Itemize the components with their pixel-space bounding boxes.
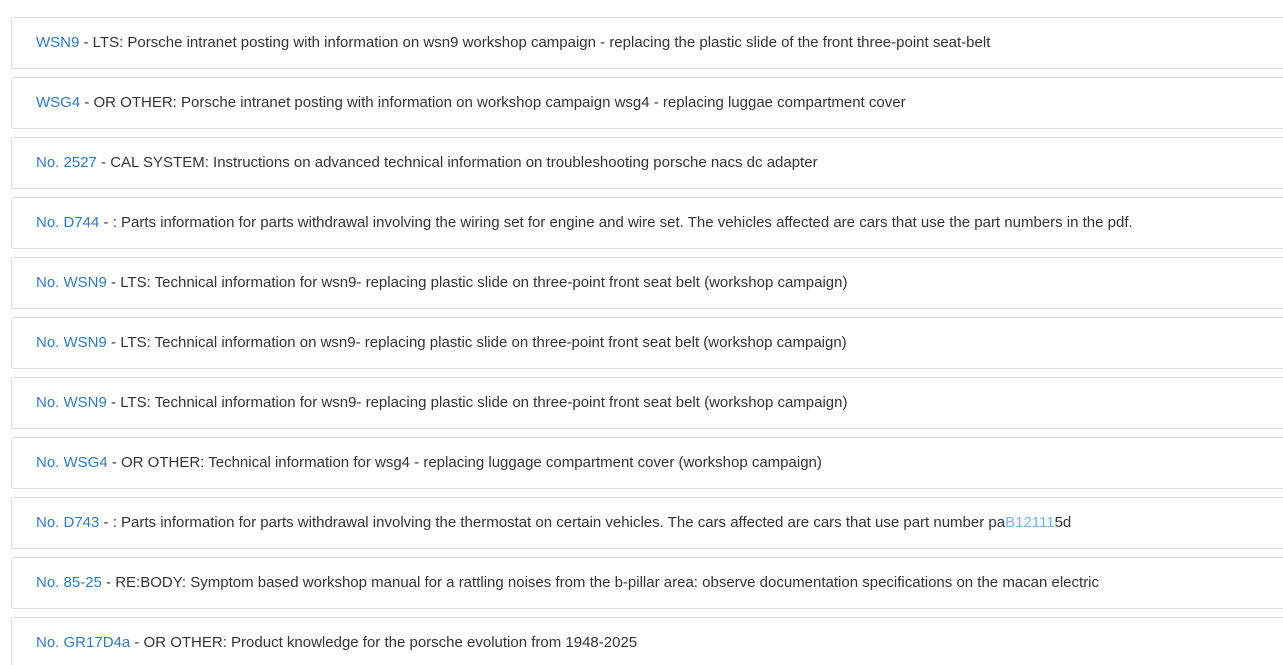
search-result-row[interactable] (11, 617, 1283, 665)
highlighted-part-number-link[interactable]: B12111 (1005, 514, 1055, 531)
document-number-link[interactable]: No. D743 (36, 514, 100, 531)
result-description: - OR OTHER: Technical information for wsg4 - replacing luggage compartment cover (workshop campaign) (107, 454, 822, 471)
search-result-row[interactable] (11, 77, 1283, 129)
search-result-row[interactable] (11, 17, 1283, 69)
document-number-link[interactable]: No. 2527 (36, 154, 97, 171)
document-number-link[interactable]: No. WSN9 (36, 274, 107, 291)
result-description: - LTS: Technical information for wsn9- replacing plastic slide on three-point front seat belt (workshop campaign) (106, 394, 848, 411)
document-number-link[interactable]: No. WSG4 (36, 454, 108, 471)
document-number-link[interactable]: No. WSN9 (36, 334, 107, 351)
search-result-row[interactable] (11, 137, 1283, 189)
document-number-link[interactable]: WSN9 (36, 34, 80, 51)
result-description: - : Parts information for parts withdrawal involving the thermostat on certain vehicles. The cars affected are cars that use part number pa (99, 514, 1006, 531)
document-number-link[interactable]: No. D744 (36, 214, 100, 231)
search-result-row[interactable] (11, 317, 1283, 369)
search-result-row[interactable] (11, 437, 1283, 489)
search-result-row[interactable] (11, 557, 1283, 609)
result-description: - OR OTHER: Porsche intranet posting with information on workshop campaign wsg4 - replacing luggae compartment cover (80, 94, 906, 111)
result-description: - CAL SYSTEM: Instructions on advanced technical information on troubleshooting porsche nacs dc adapter (96, 154, 818, 171)
document-number-link[interactable]: WSG4 (36, 94, 81, 111)
search-result-row[interactable] (11, 197, 1283, 249)
result-description: - RE:BODY: Symptom based workshop manual for a rattling noises from the b-pillar area: observe documentation specifications on the macan electric (101, 574, 1100, 591)
document-number-link[interactable]: No. 85-25 (36, 574, 102, 591)
document-number-link[interactable]: No. GR17D4a (36, 634, 131, 651)
result-description: - LTS: Porsche intranet posting with information on wsn9 workshop campaign - replacing the plastic slide of the front three-point seat-belt (79, 34, 991, 51)
result-description-suffix: 5d (1054, 514, 1072, 531)
result-description: - LTS: Technical information for wsn9- replacing plastic slide on three-point front seat belt (workshop campaign) (106, 274, 848, 291)
search-result-row[interactable] (11, 497, 1283, 549)
search-result-row[interactable] (11, 257, 1283, 309)
document-number-link[interactable]: No. WSN9 (36, 394, 107, 411)
result-description: - OR OTHER: Product knowledge for the porsche evolution from 1948-2025 (130, 634, 638, 651)
search-result-row[interactable] (11, 377, 1283, 429)
result-description: - LTS: Technical information on wsn9- replacing plastic slide on three-point front seat belt (workshop campaign) (106, 334, 847, 351)
result-description: - : Parts information for parts withdrawal involving the wiring set for engine and wire set. The vehicles affected are cars that use the part numbers in the pdf. (99, 214, 1133, 231)
